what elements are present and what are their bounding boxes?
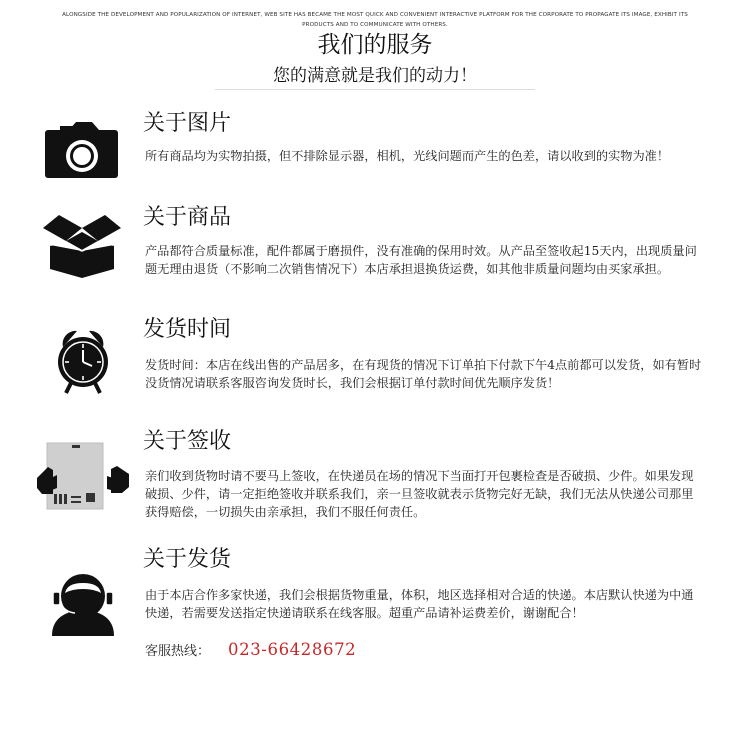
customer-hotline <box>145 640 356 659</box>
section-shipping-time-text: 发货时间：本店在线出售的产品居多，在有现货的情况下订单拍下付款下午4点前都可以发货，如有暂时没货情况请联系客服咨询发货时长，我们会根据订单付款时间优先顺序发货！ <box>145 358 702 390</box>
section-photos <box>0 105 750 195</box>
hotline-label: 客服热线： <box>145 644 211 659</box>
section-receipt-text: 亲们收到货物时请不要马上签收，在快递员在场的情况下当面打开包裹检查是否破损、少件。如果发现破损、少件，请一定拒绝签收并联系我们，亲一旦签收就表示货物完好无缺，我们无法从快递公司那里获得赔偿，一切损失由亲承担，我们不服任何责任。 <box>145 469 694 519</box>
section-products <box>0 200 750 300</box>
camera-icon <box>33 113 133 203</box>
alarm-clock-icon <box>33 317 133 407</box>
section-photos-text: 所有商品均为实物拍摄，但不排除显示器，相机，光线问题而产生的色差，请以收到的实物为准！ <box>145 149 670 163</box>
section-products-title: 关于商品 <box>143 205 232 230</box>
hotline-number: 023-66428672 <box>228 640 357 659</box>
section-delivery <box>0 543 750 643</box>
package-handover-icon <box>33 436 133 526</box>
section-products-text: 产品都符合质量标准，配件都属于磨损件，没有准确的保用时效。从产品至签收起15天内，出现质量问题无理由退货（不影响二次销售情况下）本店承担退换货运费，如其他非质量问题均由买家承担。 <box>145 244 697 276</box>
section-receipt <box>0 424 750 534</box>
header-intro: ALONGSIDE THE DEVELOPMENT AND POPULARIZATION OF INTERNET, WEB SITE HAS BECAME THE MOST QUICK AND CONVENIENT INTERACTIVE PLATFORM FOR THE CORPORATE TO PROPAGATE ITS IMAGE, EXHIBIT ITS PRODUCTS AND TO COMMUNICATE WITH OTHERS. <box>62 12 688 28</box>
page-title: 我们的服务 <box>317 32 433 58</box>
section-delivery-title: 关于发货 <box>143 547 232 572</box>
section-receipt-title: 关于签收 <box>143 429 232 454</box>
section-photos-title: 关于图片 <box>143 111 232 136</box>
page-subtitle: 您的满意就是我们的动力！ <box>215 64 535 90</box>
section-shipping-time-title: 发货时间 <box>143 317 232 342</box>
open-box-icon <box>33 205 133 295</box>
headset-agent-icon <box>33 566 133 656</box>
section-shipping-time <box>0 312 750 412</box>
section-delivery-text: 由于本店合作多家快递，我们会根据货物重量，体积，地区选择相对合适的快递。本店默认快递为中通快递，若需要发送指定快递请联系在线客服。超重产品请补运费差价，谢谢配合！ <box>145 588 694 620</box>
